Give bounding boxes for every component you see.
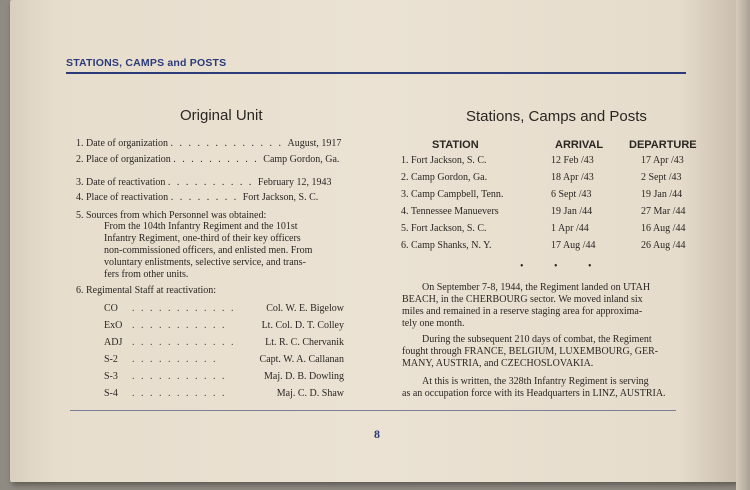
station-row <box>401 240 693 257</box>
staff-role: CO <box>104 303 118 314</box>
station-departure: 27 Mar /44 <box>641 206 686 217</box>
header-rule <box>66 72 686 74</box>
item-place-of-organization <box>76 154 339 165</box>
station-departure: 19 Jan /44 <box>641 189 683 200</box>
station-arrival: 6 Sept /43 <box>551 189 592 200</box>
station-name: 6. Camp Shanks, N. Y. <box>401 240 492 251</box>
station-row <box>401 206 693 223</box>
sources-text <box>104 221 312 281</box>
item-value: February 12, 1943 <box>257 177 332 188</box>
item-label: 3. Date of reactivation <box>76 177 166 188</box>
sources-line: From the 104th Infantry Regiment and the 101st <box>104 221 298 232</box>
column-header-departure: DEPARTURE <box>629 139 697 151</box>
paragraph-line: At this is written, the 328th Infantry Regiment is serving <box>422 376 649 387</box>
sources-line: voluntary enlistments, selective service, and trans- <box>104 257 306 268</box>
station-name: 4. Tennessee Manuevers <box>401 206 499 217</box>
column-header-station: STATION <box>432 139 479 151</box>
leader-dots: . . . . . . . . . . . <box>132 320 227 331</box>
paragraph-line: as an occupation force with its Headquarters in LINZ, AUSTRIA. <box>402 388 666 399</box>
station-arrival: 19 Jan /44 <box>551 206 593 217</box>
station-row <box>401 172 693 189</box>
landing-paragraph <box>402 282 692 330</box>
staff-name: Maj. D. B. Dowling <box>264 371 344 382</box>
station-arrival: 1 Apr /44 <box>551 223 589 234</box>
staff-role: S-3 <box>104 371 118 382</box>
station-name: 1. Fort Jackson, S. C. <box>401 155 487 166</box>
paragraph-line: On September 7-8, 1944, the Regiment landed on UTAH <box>422 282 651 293</box>
item-label: 1. Date of organization <box>76 138 169 149</box>
staff-role: S-2 <box>104 354 118 365</box>
footer-rule <box>70 410 676 411</box>
station-departure: 17 Apr /43 <box>641 155 684 166</box>
sources-line: Infantry Regiment, one-third of their key officers <box>104 233 301 244</box>
staff-role: ADJ <box>104 337 123 348</box>
running-header: STATIONS, CAMPS and POSTS <box>66 57 227 69</box>
station-arrival: 18 Apr /43 <box>551 172 594 183</box>
original-unit-title: Original Unit <box>180 107 263 124</box>
leader-dots: . . . . . . . . . . . <box>132 388 227 399</box>
paragraph-line: MANY, AUSTRIA, and CZECHOSLOVAKIA. <box>402 358 594 369</box>
sources-line: non-commissioned officers, and enlisted men. From <box>104 245 313 256</box>
item-value: August, 1917 <box>287 138 342 149</box>
station-departure: 16 Aug /44 <box>641 223 686 234</box>
station-name: 2. Camp Gordon, Ga. <box>401 172 488 183</box>
station-name: 5. Fort Jackson, S. C. <box>401 223 487 234</box>
staff-heading: 6. Regimental Staff at reactivation: <box>76 285 217 296</box>
paragraph-line: During the subsequent 210 days of combat, the Regiment <box>422 334 652 345</box>
item-label: 4. Place of reactivation <box>76 192 169 203</box>
item-date-of-organization <box>76 138 361 149</box>
paragraph-line: miles and remained in a reserve staging area for approxima- <box>402 306 643 317</box>
leader-dots: . . . . . . . . . . . . <box>132 303 236 314</box>
leader-dots: . . . . . . . . . . <box>167 177 258 188</box>
staff-name: Capt. W. A. Callanan <box>259 354 344 365</box>
staff-name: Lt. Col. D. T. Colley <box>261 320 344 331</box>
page-number: 8 <box>374 427 380 441</box>
occupation-paragraph <box>402 376 694 400</box>
stations-title: Stations, Camps and Posts <box>466 108 647 125</box>
staff-name: Maj. C. D. Shaw <box>276 388 344 399</box>
leader-dots: . . . . . . . . . . . . . <box>170 138 288 149</box>
station-arrival: 12 Feb /43 <box>551 155 594 166</box>
section-separator: • • • <box>520 261 606 272</box>
sources-line: fers from other units. <box>104 269 189 280</box>
paragraph-line: tely one month. <box>402 318 465 329</box>
paragraph-line: fought through FRANCE, BELGIUM, LUXEMBOURG, GER- <box>402 346 659 357</box>
sources-heading: 5. Sources from which Personnel was obtained: <box>76 210 267 221</box>
station-row <box>401 189 693 206</box>
item-date-of-reactivation <box>76 177 332 188</box>
leader-dots: . . . . . . . . . . . <box>132 371 227 382</box>
staff-name: Col. W. E. Bigelow <box>266 303 344 314</box>
station-arrival: 17 Aug /44 <box>551 240 596 251</box>
station-name: 3. Camp Campbell, Tenn. <box>401 189 504 200</box>
staff-role: ExO <box>104 320 123 331</box>
combat-paragraph <box>402 334 692 370</box>
paragraph-line: BEACH, in the CHERBOURG sector. We moved inland six <box>402 294 643 305</box>
item-label: 2. Place of organization <box>76 154 171 165</box>
item-value: Fort Jackson, S. C. <box>242 192 319 203</box>
item-place-of-reactivation <box>76 192 318 203</box>
leader-dots: . . . . . . . . <box>170 192 243 203</box>
leader-dots: . . . . . . . . . . . . <box>132 337 236 348</box>
item-value: Camp Gordon, Ga. <box>263 154 340 165</box>
page-edge <box>736 0 750 490</box>
column-header-arrival: ARRIVAL <box>555 139 604 151</box>
staff-name: Lt. R. C. Chervanik <box>265 337 344 348</box>
leader-dots: . . . . . . . . . . <box>173 154 264 165</box>
station-row <box>401 155 693 172</box>
station-departure: 26 Aug /44 <box>641 240 686 251</box>
staff-role: S-4 <box>104 388 118 399</box>
leader-dots: . . . . . . . . . . <box>132 354 218 365</box>
station-departure: 2 Sept /43 <box>641 172 682 183</box>
station-row <box>401 223 693 240</box>
